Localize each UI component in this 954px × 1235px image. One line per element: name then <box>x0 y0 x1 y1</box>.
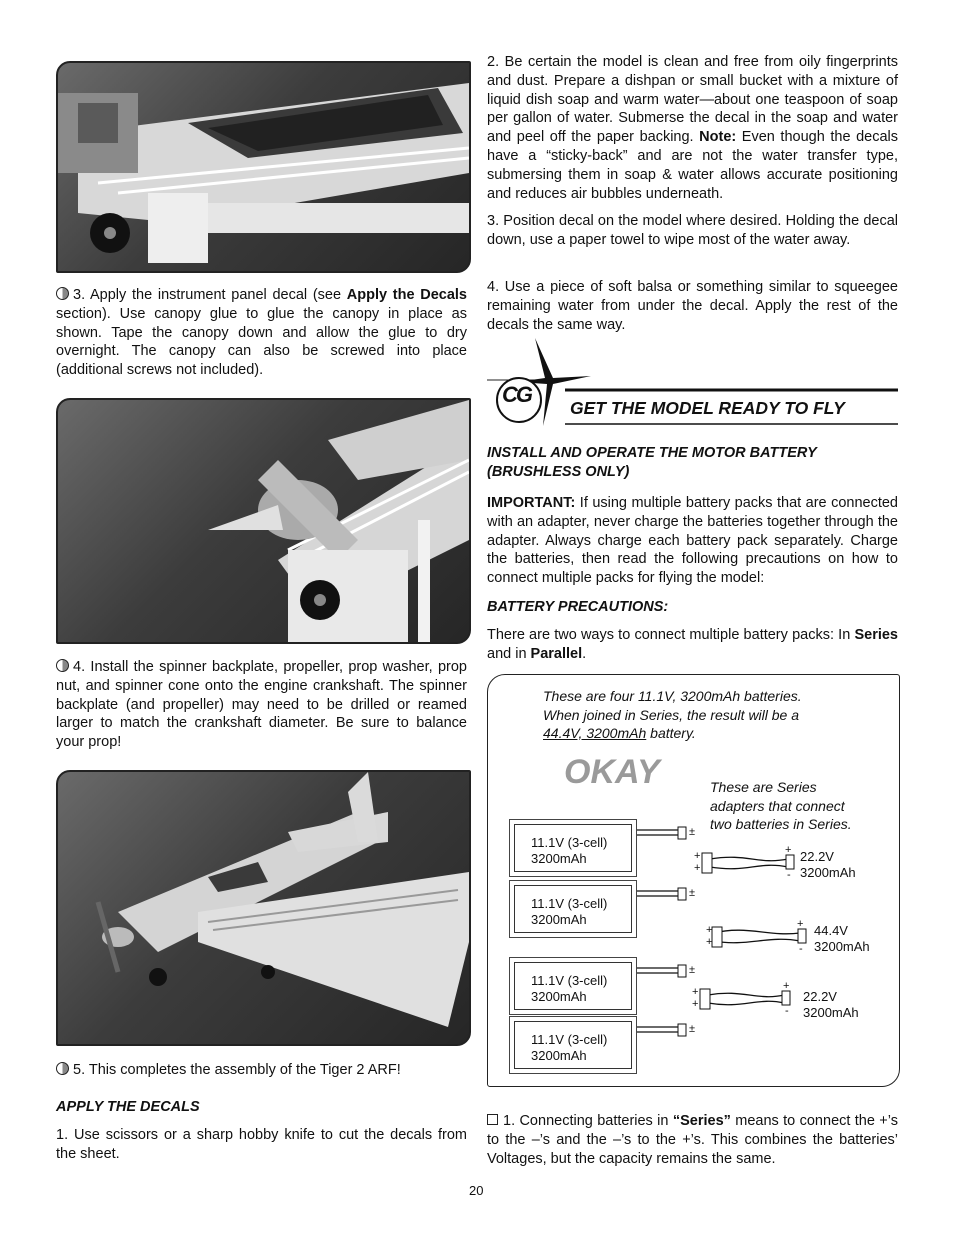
svg-text:±: ± <box>689 1023 696 1035</box>
apply-step-1-paragraph: 1. Use scissors or a sharp hobby knife to cut the decals from the sheet. <box>56 1127 467 1162</box>
output-capacity: 3200mAh <box>814 939 870 954</box>
step-5-paragraph: 5. This completes the assembly of the Tiger 2 ARF! <box>56 1061 467 1080</box>
install-battery-heading <box>487 444 817 482</box>
decal-step-2-paragraph: 2. Be certain the model is clean and free from oily fingerprints and dust. Prepare a dishpan or small bucket with a mixture of liquid dish soap and warm water—about one teaspoon of soap per gallon of water. Submerse the decal in the soap and water and peel off the paper backing. Note: Even though the decals have a “sticky-back” and are not the water transfer type, submersing them in soap & water allows accurate positioning and reduces air bubbles underneath. <box>487 54 899 202</box>
caption-line-3: 44.4V, 3200mAh battery. <box>543 725 696 741</box>
svg-text:+: + <box>706 936 713 948</box>
svg-text:+: + <box>694 862 701 874</box>
svg-text:+: + <box>785 844 792 856</box>
battery-capacity: 3200mAh <box>531 989 587 1004</box>
step-3-paragraph: 3. Apply the instrument panel decal (see Apply the Decals section). Use canopy glue to glue the canopy in place as shown. Tape the canopy down and allow the glue to dry overnight. The canopy can also be screwed into place (additional screws not included). <box>56 287 467 379</box>
section-title: GET THE MODEL READY TO FLY <box>570 398 845 418</box>
section-header <box>487 338 898 428</box>
adapter-output-label <box>803 989 859 1021</box>
step-checkbox-icon[interactable] <box>56 659 69 672</box>
svg-text:±: ± <box>689 887 696 899</box>
adapter-output-label <box>814 923 870 955</box>
install-heading-line-1: INSTALL AND OPERATE THE MOTOR BATTERY <box>487 445 817 461</box>
page-number: 20 <box>469 1183 484 1198</box>
output-voltage: 44.4V <box>814 923 848 938</box>
svg-text:+: + <box>694 850 701 862</box>
step-checkbox-icon[interactable] <box>56 1062 69 1075</box>
svg-text:±: ± <box>689 826 696 838</box>
install-heading-line-2: (BRUSHLESS ONLY) <box>487 463 630 480</box>
adapters-line-2: adapters that connect <box>710 797 845 814</box>
battery-pack <box>514 824 632 872</box>
svg-text:+: + <box>706 924 713 936</box>
svg-text:+: + <box>797 918 804 930</box>
svg-text:+: + <box>692 986 699 998</box>
caption-line-1: These are four 11.1V, 3200mAh batteries. <box>543 688 802 704</box>
battery-precautions-heading: BATTERY PRECAUTIONS: <box>487 599 669 615</box>
photo-spinner-engine <box>56 398 471 644</box>
decal-step-3-paragraph: 3. Position decal on the model where desired. Holding the decal down, use a paper towel to wipe most of the water away. <box>487 213 898 248</box>
svg-text:+: + <box>783 980 790 992</box>
battery-capacity: 3200mAh <box>531 1048 587 1063</box>
okay-label: OKAY <box>564 753 660 791</box>
battery-capacity: 3200mAh <box>531 851 587 866</box>
svg-text:-: - <box>787 869 791 881</box>
step-checkbox-icon[interactable] <box>56 287 69 300</box>
battery-pack <box>514 885 632 933</box>
battery-pack <box>514 1021 632 1069</box>
decal-step-4-paragraph: 4. Use a piece of soft balsa or something similar to squeegee remaining water from under the decal. Apply the rest of the decals the same way. <box>487 279 898 333</box>
adapter-output-label <box>800 849 856 881</box>
svg-text:-: - <box>799 943 803 955</box>
output-capacity: 3200mAh <box>800 865 856 880</box>
adapters-line-3: two batteries in Series. <box>710 816 852 832</box>
important-paragraph: IMPORTANT: If using multiple battery packs that are connected with an adapter, never charge the batteries together through the adapter. Always charge each battery pack separately. Charge the batteries, then read the following precautions on how to connect multiple packs for flying the model: <box>487 495 898 587</box>
caption-line-2: When joined in Series, the result will be a <box>543 706 800 723</box>
battery-voltage: 11.1V (3-cell) <box>531 973 608 988</box>
cg-logo-text: CG <box>502 382 531 407</box>
adapters-line-1: These are Series <box>710 779 817 795</box>
photo-canopy-installed <box>56 61 471 273</box>
step-checkbox-icon[interactable] <box>487 1114 498 1125</box>
battery-capacity: 3200mAh <box>531 912 587 927</box>
series-step-1-paragraph: 1. Connecting batteries in “Series” means to connect the +’s to the –’s and the –’s to the +’s. This combines the batteries’ Voltages, but the capacity remains the same. <box>487 1113 898 1167</box>
output-capacity: 3200mAh <box>803 1005 859 1020</box>
battery-pack <box>514 962 632 1010</box>
two-ways-paragraph: There are two ways to connect multiple battery packs: In Series and in Parallel. <box>487 627 898 662</box>
series-wiring-diagram <box>487 674 900 1087</box>
step-4-paragraph: 4. Install the spinner backplate, propeller, prop washer, prop nut, and spinner cone onto the engine crankshaft. The spinner backplate (and propeller) may need to be drilled or reamed larger to match the crankshaft diameter. Be sure to balance your prop! <box>56 659 467 751</box>
svg-text:+: + <box>692 998 699 1010</box>
svg-text:-: - <box>785 1005 789 1017</box>
battery-voltage: 11.1V (3-cell) <box>531 1032 608 1047</box>
photo-completed-plane <box>56 770 471 1046</box>
output-voltage: 22.2V <box>800 849 834 864</box>
battery-voltage: 11.1V (3-cell) <box>531 896 608 911</box>
svg-text:±: ± <box>689 964 696 976</box>
battery-voltage: 11.1V (3-cell) <box>531 835 608 850</box>
output-voltage: 22.2V <box>803 989 837 1004</box>
apply-decals-heading: APPLY THE DECALS <box>56 1099 200 1115</box>
